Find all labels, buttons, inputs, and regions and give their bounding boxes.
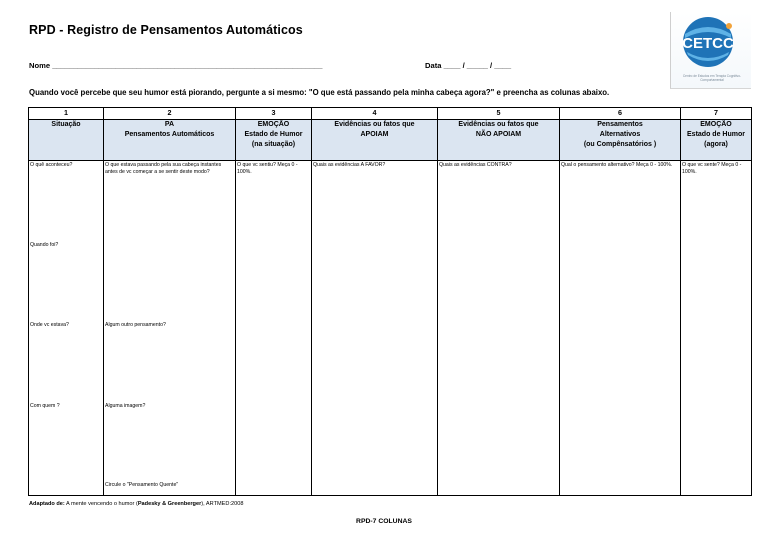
header-line: EMOÇÃO [700, 121, 732, 128]
header-line: PA [164, 121, 175, 128]
prompt-text: Quando foi? [30, 242, 59, 248]
source-label: Adaptado de: [29, 501, 65, 507]
header-evidencias-apoiam [312, 120, 438, 161]
emocao-agora-cell[interactable] [681, 161, 752, 496]
column-number: 3 [236, 108, 312, 120]
header-pensamentos-automaticos [104, 120, 236, 161]
source-text: A mente vencendo o humor ( [64, 501, 138, 507]
column-number: 1 [29, 108, 104, 120]
column-number-row [29, 108, 752, 120]
logo-subtext: Centro de Estudos em Terapia Cognitivo-Comportamental [682, 74, 742, 82]
header-line: (na situação) [251, 141, 296, 149]
header-line: Pensamentos [597, 121, 643, 128]
column-number: 2 [104, 108, 236, 120]
pensamentos-alternativos-cell[interactable] [560, 161, 681, 496]
instruction-text: Quando você percebe que seu humor está piorando, pergunte a si mesmo: "O que está passando pela minha cabeça agora?" e preencha as colunas abaixo. [29, 88, 610, 97]
header-emocao-agora [681, 120, 752, 161]
prompt-text: Onde vc estava? [30, 322, 69, 328]
header-situacao [29, 120, 104, 161]
header-line: (agora) [704, 141, 728, 149]
header-line: (ou Compênsatórios ) [583, 141, 657, 149]
column-number: 6 [560, 108, 681, 120]
source-authors: Padesky & Greenberger [137, 501, 202, 507]
header-line: Alternativos [599, 131, 641, 139]
prompt-text: Com quem ? [30, 403, 60, 409]
cetcc-logo [670, 12, 751, 89]
header-pensamentos-alternativos [560, 120, 681, 161]
prompt-text: Quais as evidências A FAVOR? [313, 162, 386, 168]
header-line: Situação [51, 121, 81, 128]
column-header-row [29, 120, 752, 161]
header-line: Evidências ou fatos que [334, 121, 415, 128]
situacao-cell[interactable] [29, 161, 104, 496]
name-field-line[interactable]: Nome ________________________________________________________________ [29, 61, 323, 70]
prompt-text: O que estava passando pela sua cabeça instantes antes de vc começar a se sentir deste modo? [105, 162, 222, 176]
evidencias-apoiam-cell[interactable] [312, 161, 438, 496]
header-line: NÃO APOIAM [475, 131, 522, 139]
header-evidencias-nao-apoiam [438, 120, 560, 161]
logo-text: CETCC [682, 35, 734, 52]
header-emocao-situacao [236, 120, 312, 161]
header-line: Pensamentos Automáticos [124, 131, 215, 139]
pensamentos-automaticos-cell[interactable] [104, 161, 236, 496]
prompt-text: Algum outro pensamento? [105, 322, 166, 328]
prompt-text: Circule o "Pensamento Quente" [105, 482, 179, 488]
prompt-text: Qual o pensamento alternativo? Meça 0 - 100%. [561, 162, 673, 168]
source-note [29, 501, 243, 507]
prompt-text: O quê aconteceu? [30, 162, 73, 168]
column-number: 4 [312, 108, 438, 120]
prompt-text: O que vc sentiu? Meça 0 - 100%. [237, 162, 298, 176]
column-number: 5 [438, 108, 560, 120]
header-line: Estado de Humor [687, 131, 745, 139]
form-label: RPD-7 COLUNAS [356, 518, 412, 525]
header-line: Evidências ou fatos que [458, 121, 539, 128]
prompt-text: Quais as evidências CONTRA? [439, 162, 512, 168]
source-tail: ), ARTMED:2008 [201, 501, 244, 507]
entry-row [29, 161, 752, 496]
evidencias-nao-apoiam-cell[interactable] [438, 161, 560, 496]
header-line: Estado de Humor [244, 131, 303, 139]
rpd-table [28, 107, 752, 496]
emocao-situacao-cell[interactable] [236, 161, 312, 496]
prompt-text: O que vc sente? Meça 0 - 100%. [682, 162, 742, 176]
column-number: 7 [681, 108, 752, 120]
logo-circle-icon [671, 12, 751, 74]
page-title: RPD - Registro de Pensamentos Automáticos [29, 23, 303, 37]
date-field-line[interactable]: Data ____ / _____ / ____ [425, 61, 512, 70]
prompt-text: Alguma imagem? [105, 403, 146, 409]
header-line: EMOÇÃO [257, 121, 290, 128]
header-line: APOIAM [360, 131, 389, 139]
